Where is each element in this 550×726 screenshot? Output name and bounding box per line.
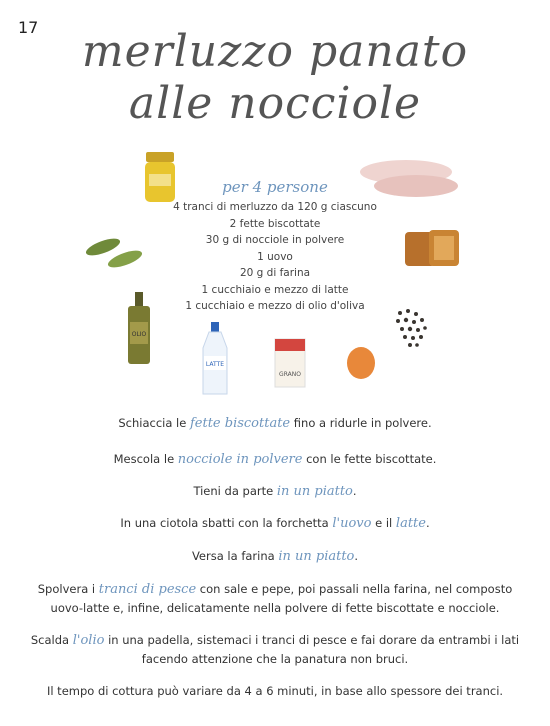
svg-text:LATTE: LATTE xyxy=(205,361,225,368)
ingredient-item: 1 cucchiaio e mezzo di latte xyxy=(201,283,349,296)
recipe-title-line2: alle nocciole xyxy=(128,78,422,129)
step-8: Il tempo di cottura può variare da 4 a 6 minuti, in base allo spessore dei tranci. xyxy=(46,684,504,698)
milk-bottle-illustration xyxy=(200,322,230,398)
recipe-title-line1: merluzzo panato xyxy=(81,26,469,77)
step-6: Spolvera i tranci di pesce con sale e pepe, poi passali nella farina, nel composto uovo-latte e, infine, delicatamente nella polvere di fette biscottate e nocciole. xyxy=(37,582,513,615)
ingredient-item: 1 cucchiaio e mezzo di olio d'oliva xyxy=(185,300,365,312)
svg-text:GRANO: GRANO xyxy=(279,371,301,378)
flour-bag-illustration xyxy=(274,338,306,388)
step-1: Schiaccia le fette biscottate fino a ridurle in polvere. xyxy=(118,416,432,431)
page-number: 17 xyxy=(18,18,39,37)
servings-label: per 4 persone xyxy=(222,178,328,196)
ingredient-item: 20 g di farina xyxy=(239,267,311,279)
ingredient-list xyxy=(135,199,415,315)
step-5: Versa la farina in un piatto. xyxy=(191,549,359,564)
ingredient-item: 4 tranci di merluzzo da 120 g ciascuno xyxy=(173,201,377,213)
svg-text:OLIO: OLIO xyxy=(131,331,147,338)
ingredient-item: 2 fette biscottate xyxy=(229,217,321,230)
ingredient-item: 30 g di nocciole in polvere xyxy=(205,234,345,246)
step-4: In una ciotola sbatti con la forchetta l'uovo e il latte. xyxy=(120,516,430,531)
step-3: Tieni da parte in un piatto. xyxy=(193,484,357,499)
step-7: Scalda l'olio in una padella, sistemaci i tranci di pesce e fai dorare da entrambi i lati facendo attenzione che la panatura non bruci. xyxy=(30,633,520,666)
egg-illustration xyxy=(346,346,376,380)
ingredient-item: 1 uovo xyxy=(257,250,293,263)
step-2: Mescola le nocciole in polvere con le fette biscottate. xyxy=(113,452,437,467)
